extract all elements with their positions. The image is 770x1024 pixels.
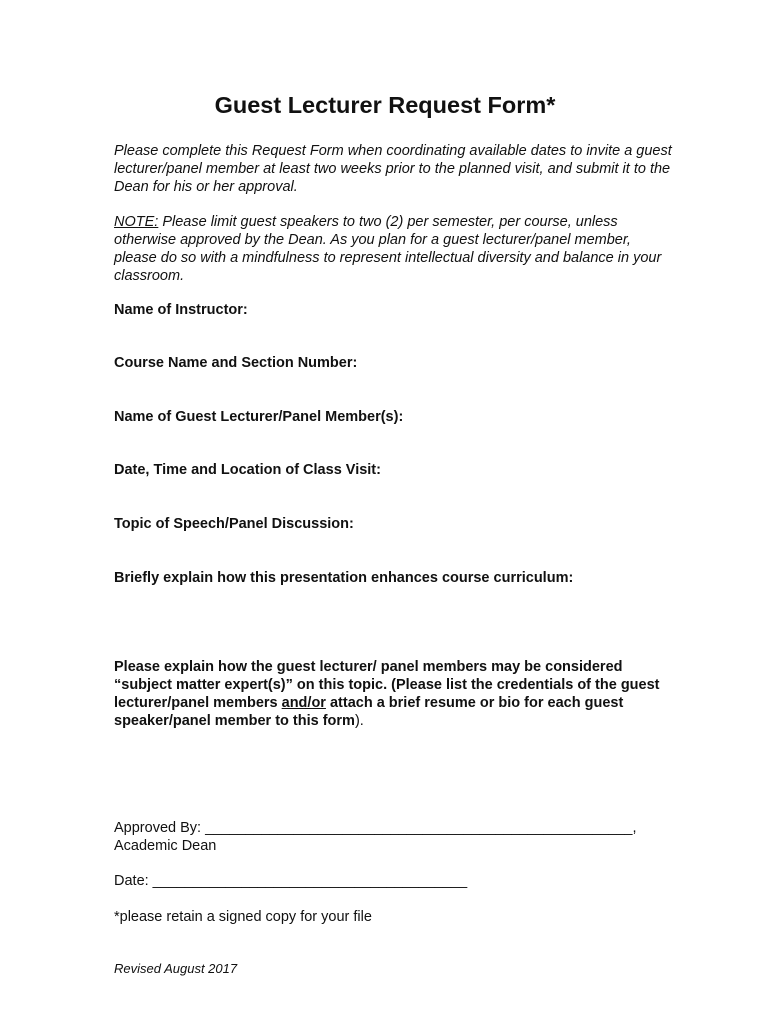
note-paragraph (114, 213, 674, 285)
topic-field-label: Topic of Speech/Panel Discussion: (114, 516, 354, 532)
curriculum-field-label: Briefly explain how this presentation enhances course curriculum: (114, 570, 574, 586)
approved-by-line: Approved By: _____________________________________________________, (114, 820, 637, 836)
expert-question-underlined: and/or (281, 695, 326, 711)
expert-question-closing: ). (354, 713, 364, 729)
intro-paragraph: Please complete this Request Form when coordinating available dates to invite a guest lecturer/panel member at least two weeks prior to the planned visit, and submit it to the Dean for his or her approval. (114, 143, 672, 195)
visit-field-label: Date, Time and Location of Class Visit: (114, 462, 381, 478)
course-field-label: Course Name and Section Number: (114, 355, 358, 371)
revised-date: Revised August 2017 (114, 961, 238, 976)
date-line: Date: _______________________________________ (114, 873, 468, 889)
expert-question-part1: Please explain how the guest lecturer/ panel members may be considered “subject matter expert(s)” on this topic. (Please list the credentials of the guest lecturer/panel members (114, 659, 660, 711)
form-title: Guest Lecturer Request Form* (214, 92, 556, 118)
approver-role: Academic Dean (114, 838, 217, 854)
expert-question-part2: attach a brief resume or bio for each guest speaker/panel member to this form (114, 695, 624, 729)
instructor-field-label: Name of Instructor: (114, 302, 248, 318)
note-label: NOTE: (114, 214, 159, 230)
guest-name-field-label: Name of Guest Lecturer/Panel Member(s): (114, 409, 404, 425)
expert-question (114, 658, 674, 730)
note-text: Please limit guest speakers to two (2) per semester, per course, unless otherwise approved by the Dean. As you plan for a guest lecturer/panel member, please do so with a mindfulness to represent intellectual diversity and balance in your classroom. (114, 214, 662, 284)
retain-note: *please retain a signed copy for your file (114, 909, 372, 925)
